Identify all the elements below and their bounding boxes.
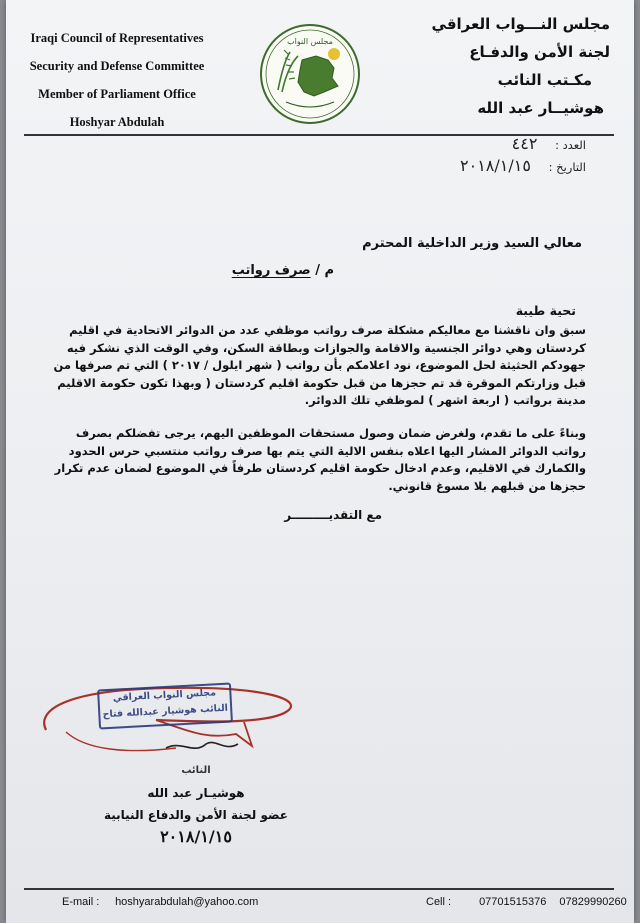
footer-email	[62, 896, 258, 908]
letterhead-en-line: Security and Defense Committee	[29, 59, 205, 73]
official-stamp	[97, 683, 233, 730]
footer-phones	[426, 896, 627, 908]
reference-number-label: العدد :	[555, 138, 586, 152]
letterhead-ar-line: لجنة الأمن والدفـاع	[469, 43, 610, 61]
stamp-line-1: مجلس النواب العراقي	[112, 687, 217, 704]
signatory-role: عضو لجنة الأمن والدفاع النيابية	[103, 808, 289, 822]
reference-number	[512, 134, 586, 153]
signatory-name: هوشيـار عبد الله	[147, 786, 245, 800]
footer-divider	[24, 888, 614, 890]
letterhead-en-line: Member of Parliament Office	[38, 87, 196, 101]
letter-date-value: ٢٠١٨/١/١٥	[460, 156, 531, 175]
english-letterhead	[12, 24, 222, 136]
subject-line	[232, 263, 334, 278]
addressee: معالي السيد وزير الداخلية المحترم	[362, 236, 582, 251]
email-label: E-mail :	[62, 896, 100, 908]
phone-number-2: 07829990260	[559, 896, 627, 908]
letterhead-en-line: Hoshyar Abdulah	[69, 115, 165, 129]
letter-date-label: التاريخ :	[548, 160, 586, 174]
phone-number-1: 07701515376	[479, 896, 547, 908]
letterhead-ar-line: هوشيــار عبد الله	[477, 99, 604, 117]
signature-block	[86, 760, 306, 848]
letter-page	[6, 0, 634, 923]
reference-number-value: ٤٤٢	[511, 134, 538, 153]
signatory-title: النائب	[181, 765, 211, 776]
cell-label: Cell :	[426, 896, 452, 908]
arabic-letterhead	[420, 10, 610, 122]
letterhead-ar-line: مكـتب النائب	[497, 71, 592, 89]
subject-text: صرف رواتب	[231, 263, 311, 278]
emblem-lettering: مجلس النواب	[287, 37, 333, 46]
body-paragraph-2: وبناءً على ما تقدم، ولغرض ضمان وصول مستحقات الموظفين اليهم، يرجى تفضلكم بصرف رواتب الدوائر المشار اليها اعلاه بنفس الالية التي يتم بها صرف رواتب منتسبي حرس الحدود والكمارك في الاقليم، وعدم ادخال حكومة اقليم كردستان طرفاً في الموضوع لضمان عدم تكرار حجزها من قبلهم بلا مسوغ قانوني.	[54, 426, 586, 493]
parliament-emblem-icon	[258, 22, 362, 126]
body-paragraph-1: سبق وان ناقشنا مع معاليكم مشكلة صرف رواتب موظفي عدد من الدوائر الاتحادية في اقليم كردستان وهي دوائر الجنسية والاقامة والجوازات وبطاقة السكن، وفي الوقت الذي نشكر فيه جهودكم الحثيثة لحل الموضوع، نود اعلامكم بأن رواتب ( شهر ايلول / ٢٠١٧ ) التي تم صرفها من قبل وزارتكم الموقرة قد تم حجزها من قبل حكومة اقليم كردستان ( وبهذا تكون حكومة الاقليم مدينة برواتب ( اربعة اشهر ) لموظفي تلك الدوائر.	[53, 323, 586, 407]
letter-date	[460, 156, 586, 175]
signature-date: ٢٠١٨/١/١٥	[160, 827, 232, 846]
letterhead-ar-line: مجلس النـــواب العراقي	[431, 15, 610, 33]
closing: مع التقديـــــــــر	[284, 508, 382, 522]
greeting: تحية طيبة	[515, 303, 576, 318]
email-address: hoshyarabdulah@yahoo.com	[115, 896, 259, 908]
letterhead-en-line: Iraqi Council of Representatives	[30, 31, 204, 45]
subject-prefix: م /	[315, 263, 334, 278]
stamp-line-2: النائب هوشيار عبدالله فتاح	[102, 702, 229, 721]
